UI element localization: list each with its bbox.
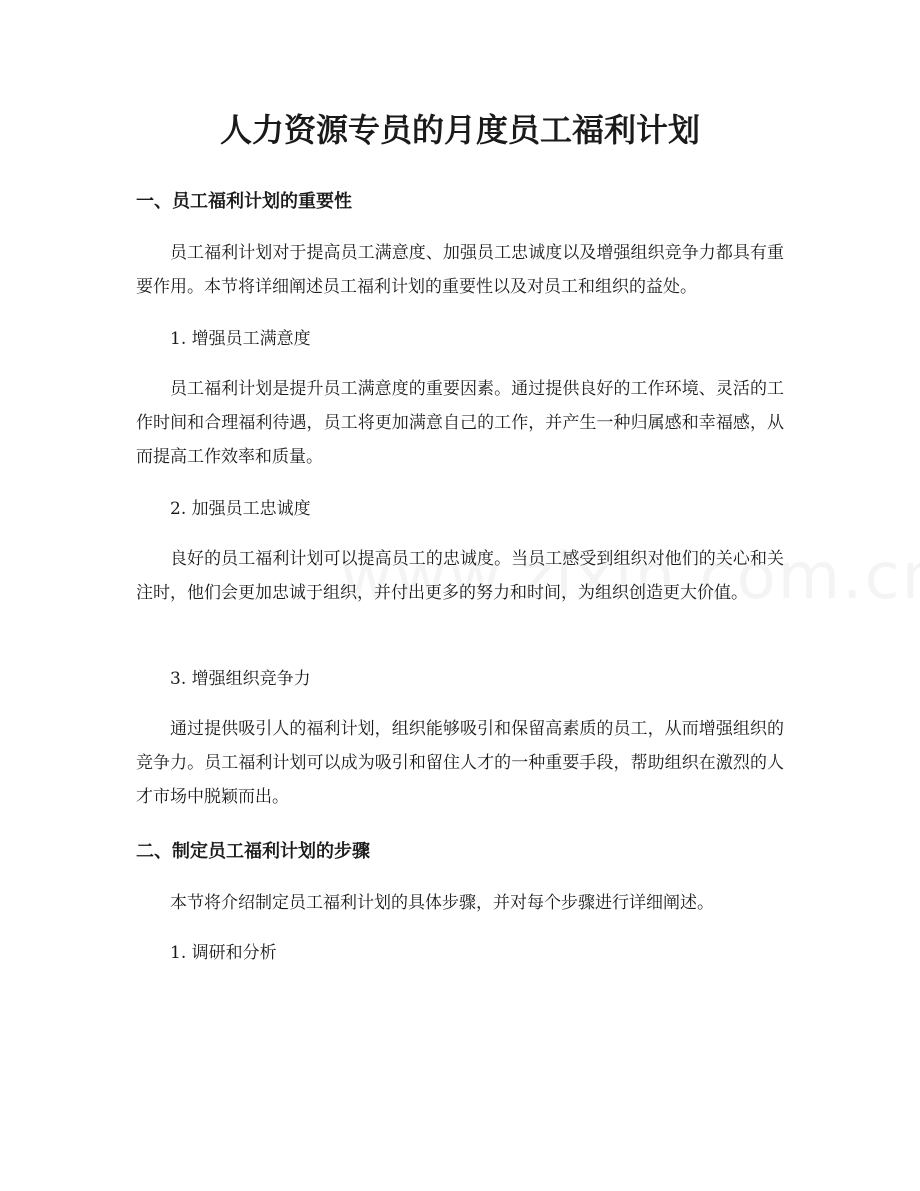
section-1-item-3-text: 通过提供吸引人的福利计划，组织能够吸引和保留高素质的员工，从而增强组织的竞争力。员工福利计划可以成为吸引和留住人才的一种重要手段，帮助组织在激烈的人才市场中脱颖而出。 — [136, 719, 784, 807]
document-title: 人力资源专员的月度员工福利计划 — [219, 111, 700, 149]
section-1-intro: 员工福利计划对于提高员工满意度、加强员工忠诚度以及增强组织竞争力都具有重要作用。本节将详细阐述员工福利计划的重要性以及对员工和组织的益处。 — [136, 243, 784, 297]
section-1-item-1-label: 1. 增强员工满意度 — [170, 329, 311, 349]
section-1-item-3-label: 3. 增强组织竞争力 — [170, 669, 311, 689]
section-2-item-1-label: 1. 调研和分析 — [170, 943, 277, 963]
section-1-item-2-label: 2. 加强员工忠诚度 — [170, 499, 311, 519]
section-2-intro: 本节将介绍制定员工福利计划的具体步骤，并对每个步骤进行详细阐述。 — [170, 893, 714, 913]
section-heading-1: 一、员工福利计划的重要性 — [136, 191, 352, 212]
section-heading-2: 二、制定员工福利计划的步骤 — [136, 841, 370, 862]
section-1-item-2-text: 良好的员工福利计划可以提高员工的忠诚度。当员工感受到组织对他们的关心和关注时，他们会更加忠诚于组织，并付出更多的努力和时间，为组织创造更大价值。 — [136, 549, 784, 603]
section-1-item-1-text: 员工福利计划是提升员工满意度的重要因素。通过提供良好的工作环境、灵活的工作时间和合理福利待遇，员工将更加满意自己的工作，并产生一种归属感和幸福感，从而提高工作效率和质量。 — [136, 379, 784, 467]
